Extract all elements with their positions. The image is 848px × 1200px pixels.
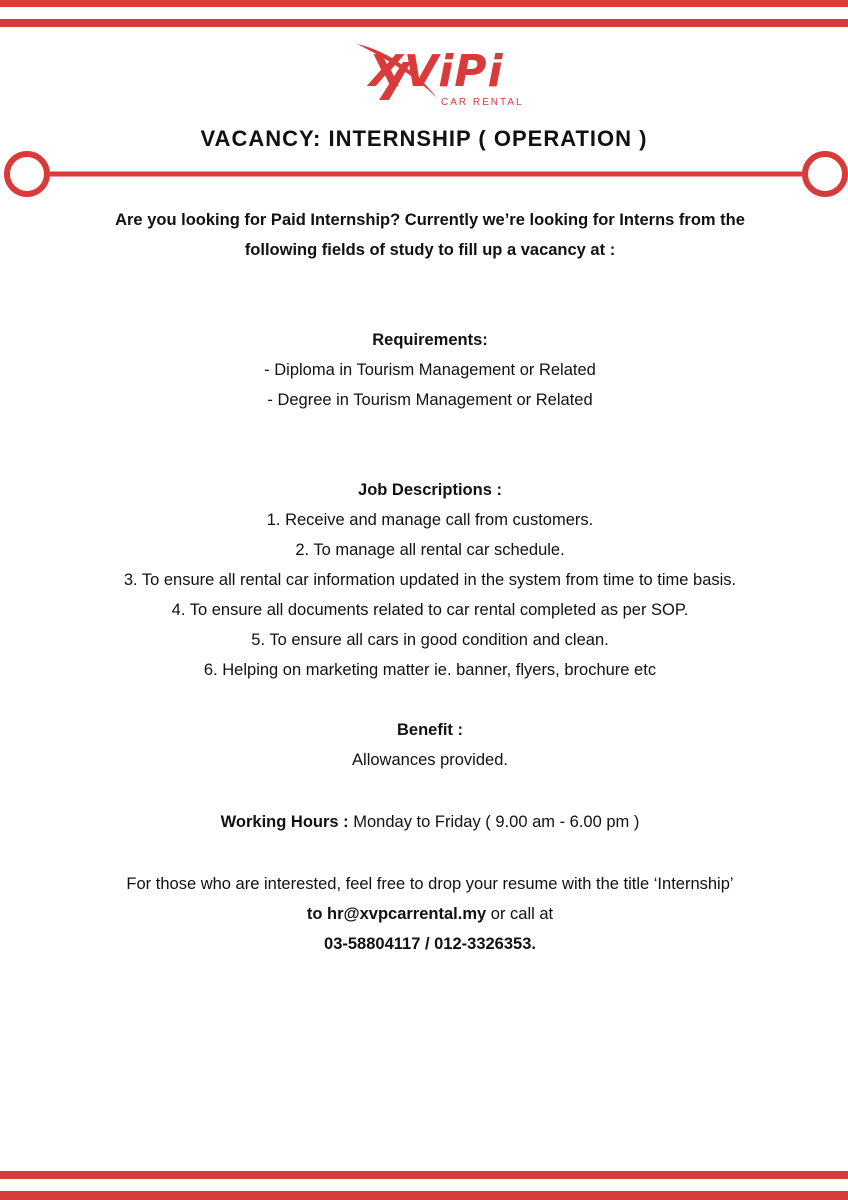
vacancy-content — [40, 205, 820, 959]
spacer — [40, 837, 820, 869]
working-hours-value: Monday to Friday ( 9.00 am - 6.00 pm ) — [353, 813, 640, 831]
requirement-item: - Diploma in Tourism Management or Related — [264, 361, 596, 379]
benefit-heading: Benefit : — [397, 721, 463, 739]
working-hours-label: Working Hours : — [220, 813, 349, 831]
job-heading: Job Descriptions : — [358, 481, 502, 499]
title-divider — [0, 150, 848, 198]
divider-left-circle-icon — [7, 154, 47, 194]
requirements-heading: Requirements: — [372, 331, 488, 349]
requirement-item: - Degree in Tourism Management or Related — [267, 391, 593, 409]
contact-line-1: For those who are interested, feel free to drop your resume with the title ‘Internship’ — [126, 875, 734, 893]
top-stripe-2 — [0, 19, 848, 27]
job-item: 2. To manage all rental car schedule. — [295, 541, 565, 559]
logo-subtitle: CAR RENTAL — [441, 97, 524, 108]
spacer — [40, 415, 820, 475]
divider-right-circle-icon — [805, 154, 845, 194]
job-item: 1. Receive and manage call from customers. — [266, 511, 594, 529]
job-item: 4. To ensure all documents related to car rental completed as per SOP. — [171, 601, 689, 619]
contact-email[interactable]: to hr@xvpcarrental.my — [306, 905, 487, 923]
top-stripe-1 — [0, 0, 848, 7]
logo-wordmark: XViPi — [369, 46, 504, 97]
spacer — [40, 685, 820, 715]
spacer — [40, 265, 820, 325]
job-item: 5. To ensure all cars in good condition and clean. — [251, 631, 609, 649]
working-hours — [40, 807, 820, 837]
job-item: 3. To ensure all rental car information updated in the system from time to time basis. — [123, 571, 737, 589]
benefit-text: Allowances provided. — [352, 751, 508, 769]
intro-line-1: Are you looking for Paid Internship? Currently we’re looking for Interns from the — [115, 211, 745, 229]
xvipi-logo — [345, 40, 535, 112]
bottom-stripe-1 — [0, 1171, 848, 1179]
spacer — [40, 775, 820, 807]
bottom-stripe-2 — [0, 1191, 848, 1200]
job-item: 6. Helping on marketing matter ie. banner, flyers, brochure etc — [203, 661, 657, 679]
intro-line-2: following fields of study to fill up a vacancy at : — [244, 241, 616, 259]
page-title: VACANCY: INTERNSHIP ( OPERATION ) — [200, 126, 648, 151]
contact-email-suffix: or call at — [490, 905, 554, 923]
contact-phones: 03-58804117 / 012-3326353. — [324, 935, 536, 953]
contact-line-2 — [40, 899, 820, 929]
